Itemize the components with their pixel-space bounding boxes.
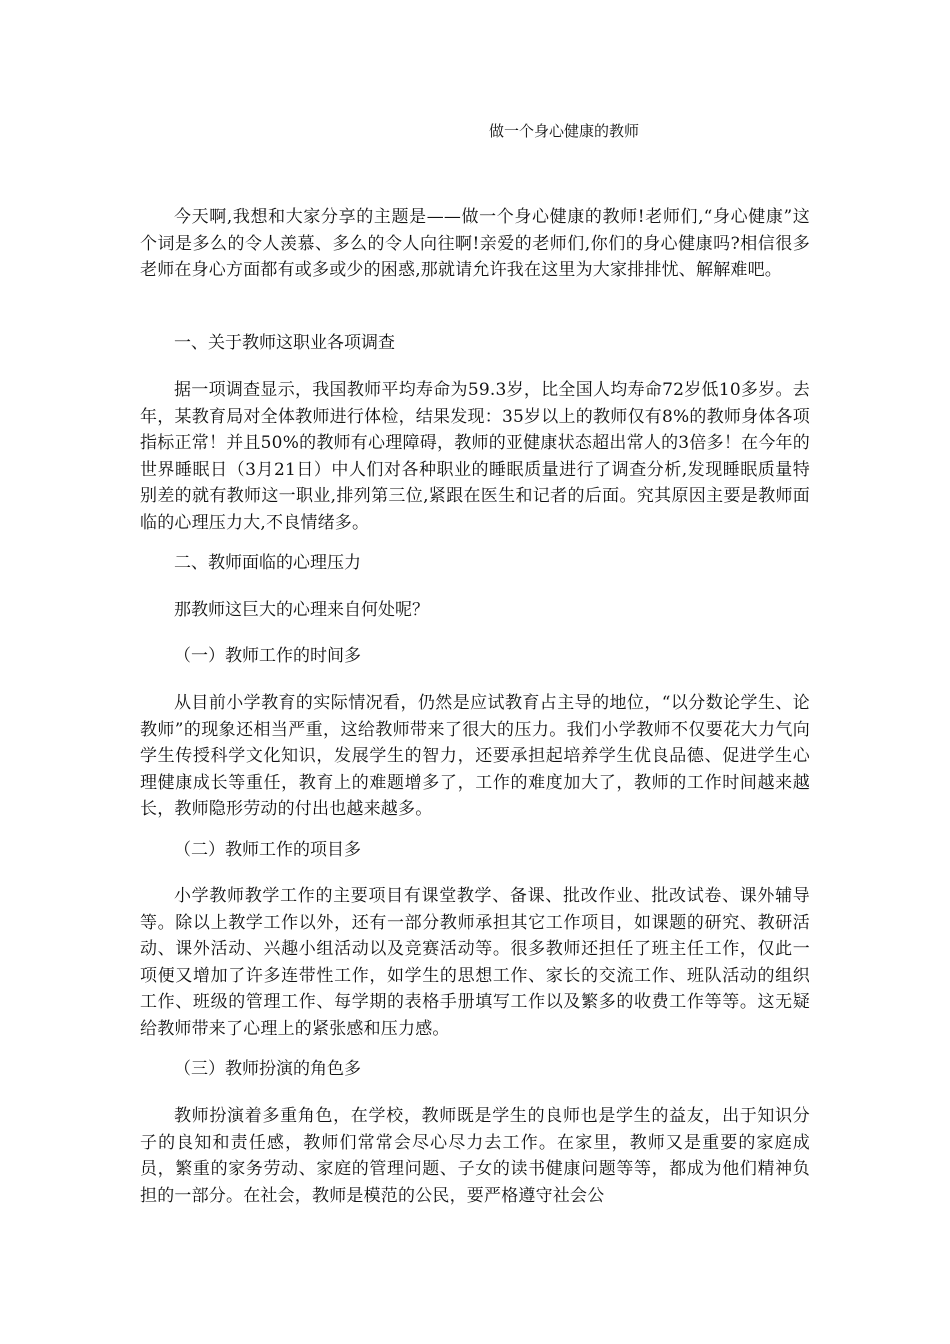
intro-paragraph: 今天啊,我想和大家分享的主题是——做一个身心健康的教师!老师们,“身心健康”这个词是多么的令人羡慕、多么的令人向往啊!亲爱的老师们,你们的身心健康吗?相信很多老师在身心方面都有或多或少的困惑,那就请允许我在这里为大家排排忧、解解难吧。 xyxy=(140,207,810,280)
section-2-question: 那教师这巨大的心理来自何处呢？ xyxy=(174,600,429,620)
subsection-2-paragraph: 小学教师教学工作的主要项目有课堂教学、备课、批改作业、批改试卷、课外辅导等。除以上教学工作以外，还有一部分教师承担其它工作项目，如课题的研究、教研活动、课外活动、兴趣小组活动以及竞赛活动等。很多教师还担任了班主任工作，仅此一项便又增加了许多连带性工作，如学生的思想工作、家长的交流工作、班队活动的组织工作、班级的管理工作、每学期的表格手册填写工作以及繁多的收费工作等等。这无疑给教师带来了心理上的紧张感和压力感。 xyxy=(140,886,810,1039)
section-1-heading: 一、关于教师这职业各项调查 xyxy=(174,333,395,353)
subsection-3-heading: （三）教师扮演的角色多 xyxy=(174,1059,361,1079)
document-title: 做一个身心健康的教师 xyxy=(489,122,640,140)
subsection-2-heading: （二）教师工作的项目多 xyxy=(174,840,361,860)
section-1-paragraph: 据一项调查显示，我国教师平均寿命为59.3岁，比全国人均寿命72岁低10多岁。去年，某教育局对全体教师进行体检，结果发现：35岁以上的教师仅有8%的教师身体各项指标正常！并且50%的教师有心理障碍，教师的亚健康状态超出常人的3倍多！在今年的世界睡眠日（3月21日）中人们对各种职业的睡眠质量进行了调查分析,发现睡眠质量特别差的就有教师这一职业,排列第三位,紧跟在医生和记者的后面。究其原因主要是教师面临的心理压力大,不良情绪多。 xyxy=(140,380,810,533)
section-2-heading: 二、教师面临的心理压力 xyxy=(174,553,361,573)
subsection-1-paragraph: 从目前小学教育的实际情况看，仍然是应试教育占主导的地位，“以分数论学生、论教师”的现象还相当严重，这给教师带来了很大的压力。我们小学教师不仅要花大力气向学生传授科学文化知识，发展学生的智力，还要承担起培养学生优良品德、促进学生心理健康成长等重任，教育上的难题增多了，工作的难度加大了，教师的工作时间越来越长，教师隐形劳动的付出也越来越多。 xyxy=(140,693,810,819)
subsection-1-heading: （一）教师工作的时间多 xyxy=(174,646,361,666)
subsection-3-paragraph: 教师扮演着多重角色，在学校，教师既是学生的良师也是学生的益友，出于知识分子的良知和责任感，教师们常常会尽心尽力去工作。在家里，教师又是重要的家庭成员，繁重的家务劳动、家庭的管理问题、子女的读书健康问题等等，都成为他们精神负担的一部分。在社会，教师是模范的公民，要严格遵守社会公 xyxy=(140,1106,810,1206)
